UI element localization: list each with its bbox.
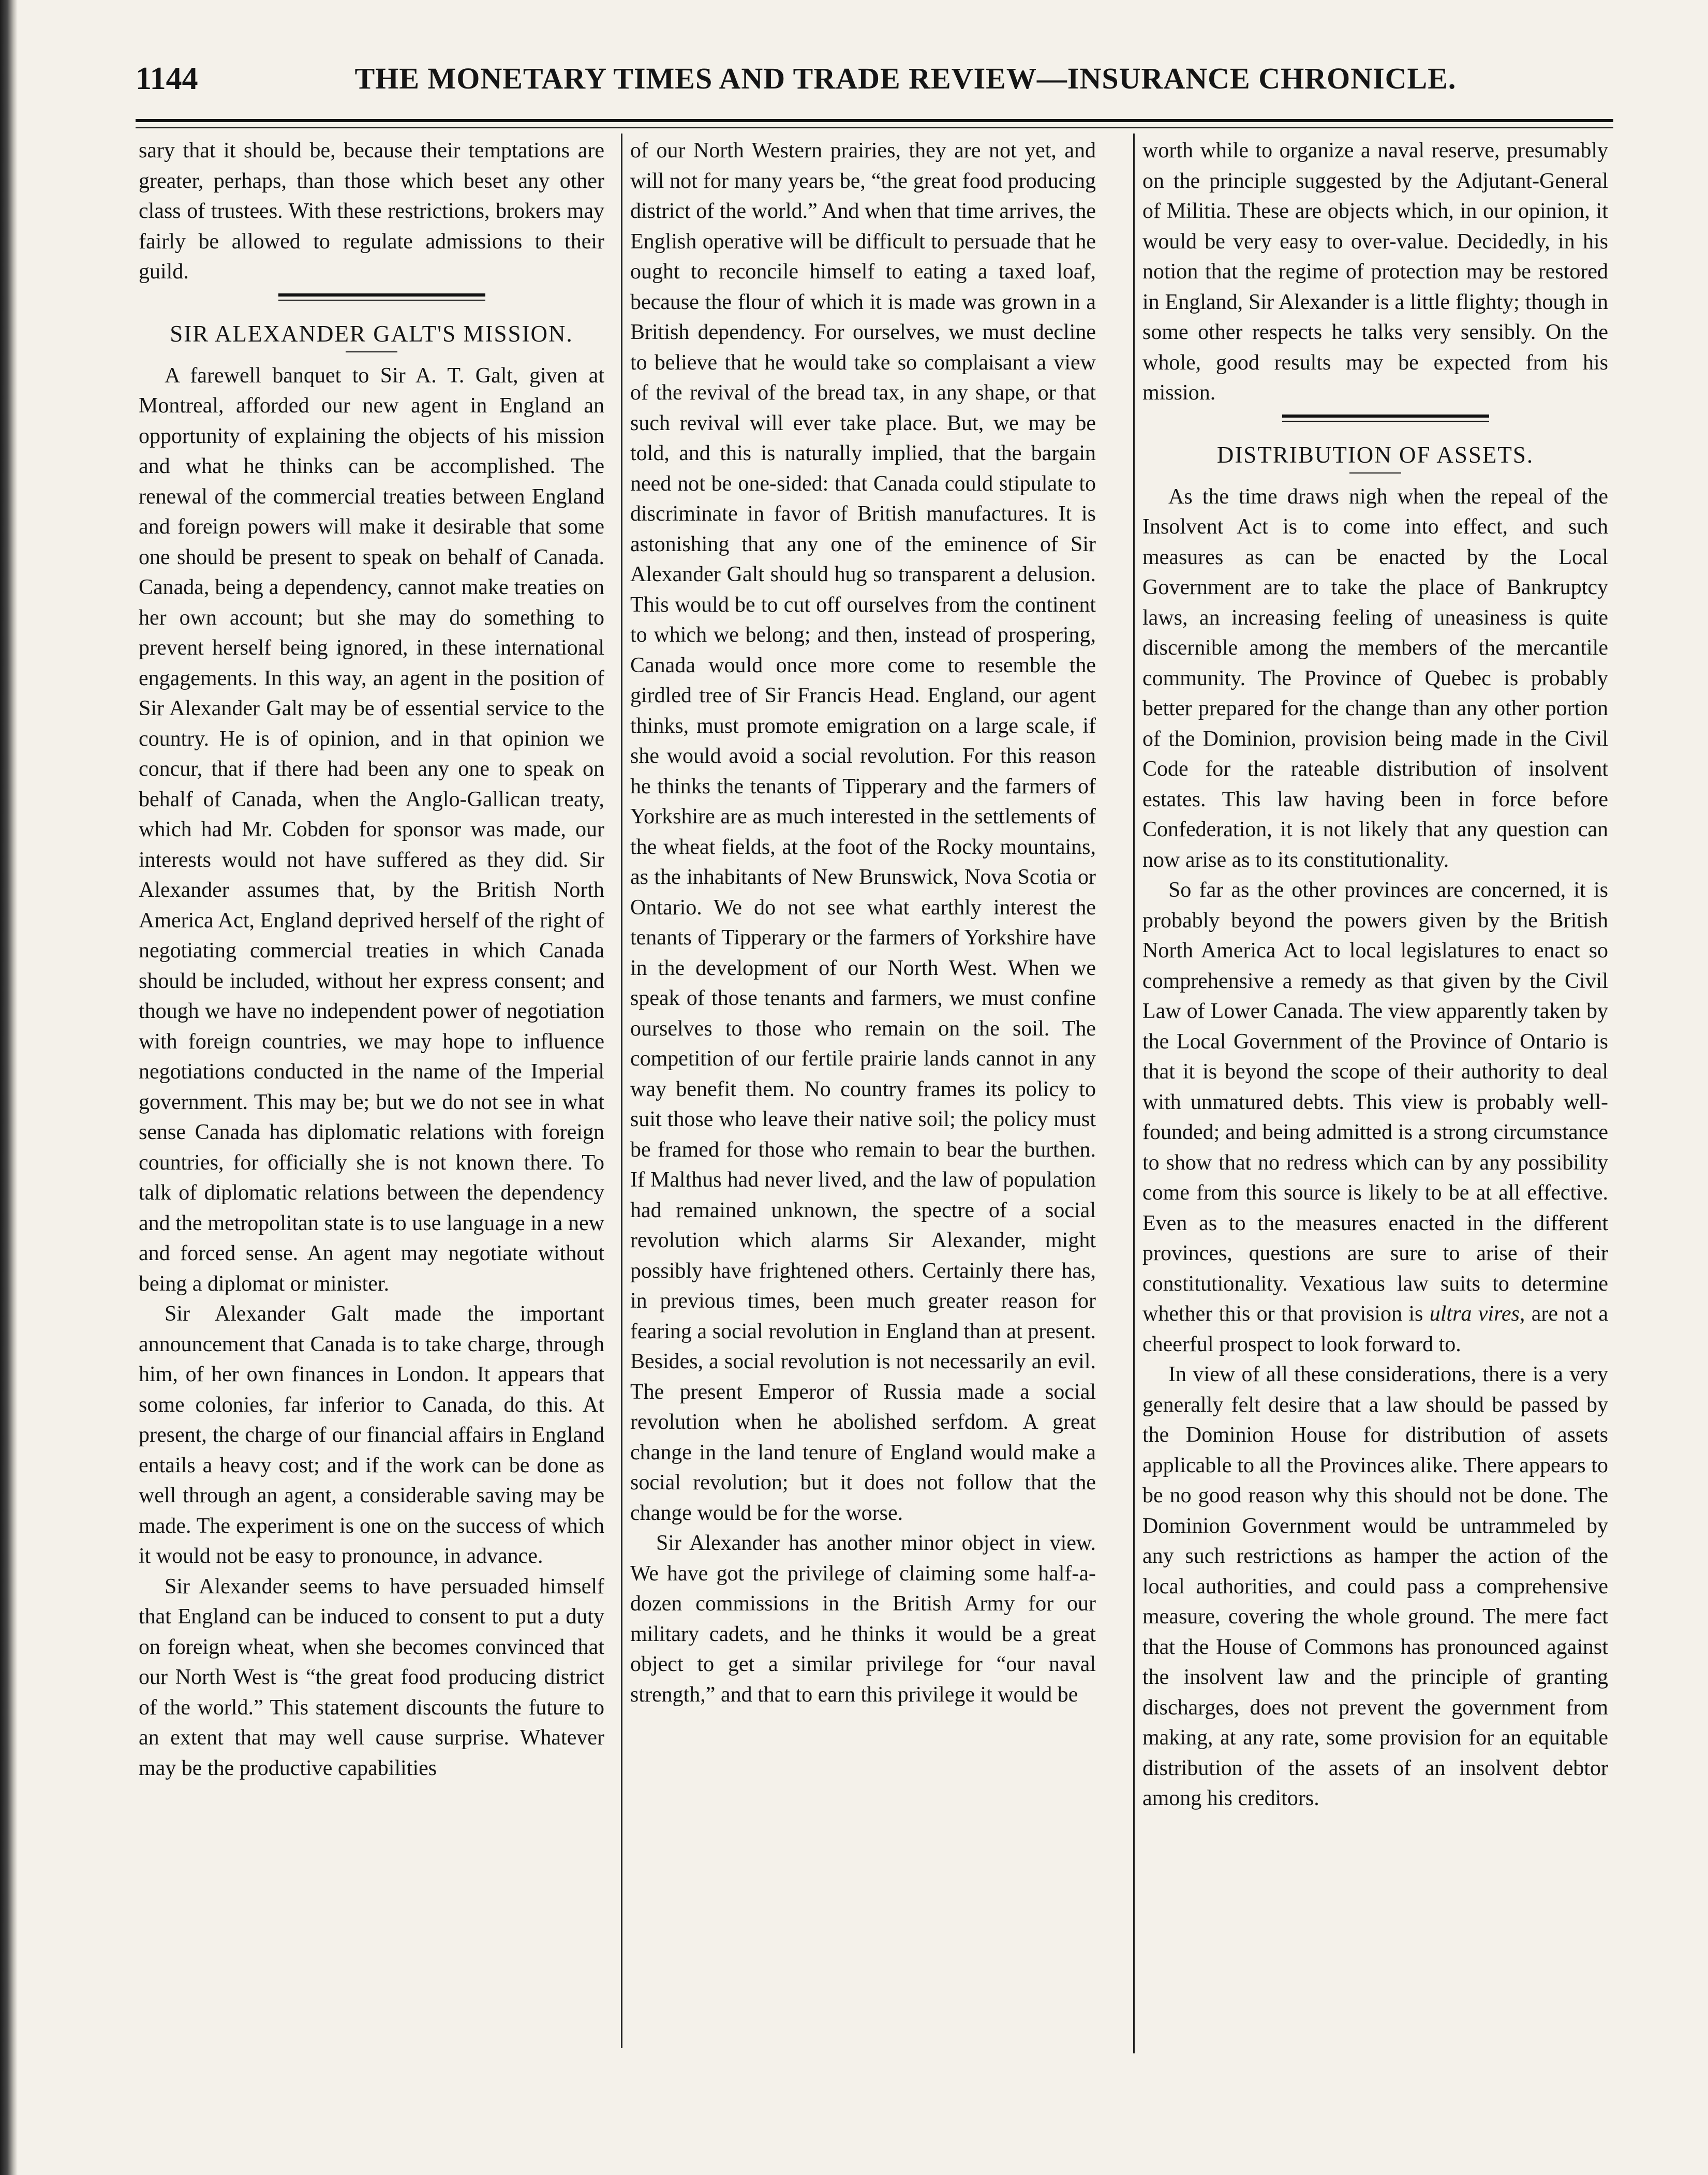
header-rule-thin xyxy=(136,127,1613,128)
column-2 xyxy=(630,136,1096,1710)
running-title: THE MONETARY TIMES AND TRADE REVIEW—INSURANCE CHRONICLE. xyxy=(354,62,1457,95)
paragraph-1: A farewell banquet to Sir A. T. Galt, given at Montreal, afforded our new agent in England an opportunity of explaining the objects of his mission and what he thinks can be accomplished. The renewal of the commercial treaties between England and foreign powers will make it desirable that some one should be present to speak on behalf of Canada. Canada, being a dependency, cannot make treaties on her own account; but she may do something to prevent herself being ignored, in these international engagements. In this way, an agent in the position of Sir Alexander Galt may be of essential service to the country. He is of opinion, and in that opinion we concur, that if there had been any one to speak on behalf of Canada, when the Anglo-Gallican treaty, which had Mr. Cobden for sponsor was made, our interests would not have suffered as they did. Sir Alexander assumes that, by the British North America Act, England deprived herself of the right of negotiating commercial treaties in which Canada should be included, without her express consent; and though we have no independent power of negotiation with foreign countries, we may hope to influence negotiations conducted in the name of the Imperial government. This may be; but we do not see in what sense Canada has diplomatic relations with foreign countries, for officially she is not known there. To talk of diplomatic relations between the dependency and the metropolitan state is to use language in a new and forced sense. An agent may negotiate without being a diplomat or minister. xyxy=(139,363,604,1296)
paragraph-3-1: As the time draws nigh when the repeal of the Insolvent Act is to come into effect, and such measures as can be enacted by the Local Government are to take the place of Bankruptcy laws, an increasing feeling of uneasiness is quite discernible among the members of the mercantile community. The Province of Quebec is probably better prepared for the change than any other portion of the Dominion, provision being made in the Civil Code for the rateable distribution of insolvent estates. This law having been in force before Confederation, it is not likely that any question can now arise as to its constitutionality. xyxy=(1142,484,1608,872)
article-separator xyxy=(1142,408,1608,427)
paragraph-3-2-text: So far as the other provinces are concerned, it is probably beyond the powers given by the British North America Act to local legislatures to enact so comprehensive a remedy as that given by the Civil Law of Lower Canada. The view apparently taken by the Local Government of the Province of Ontario is that it is beyond the scope of their authority to deal with unmatured debts. This view is probably well-founded; and being admitted is a strong circumstance to show that no redress which can by any possibility come from this source is likely to be at all effective. Even as to the measures enacted in the different provinces, questions are sure to arise of their constitutionality. Vexatious law suits to determine whether this or that provision is xyxy=(1142,878,1608,1326)
paragraph-2-2: Sir Alexander has another minor object in view. We have got the privilege of claiming some half-a-dozen commissions in the British Army for our military cadets, and he thinks it would be a great object to get a similar privilege for “our naval strength,” and that to earn this privilege it would be xyxy=(630,1531,1096,1707)
column-divider-left xyxy=(621,134,622,2048)
paragraph-3-2-tail: , are not a cheerful prospect to look forward to. xyxy=(1142,1302,1608,1356)
headline-rule xyxy=(139,349,604,361)
page-number: 1144 xyxy=(136,61,198,96)
latin-phrase: ultra vires xyxy=(1429,1302,1520,1326)
column-3-continuation: worth while to organize a naval reserve, presumably on the principle suggested by the Adjutant-General of Militia. These are objects which, in our opinion, it would be very easy to over-value. Decidedly, in his notion that the regime of protection may be restored in England, Sir Alexander is a little flighty; though in some other respects he talks very sensibly. On the whole, good results may be expected from his mission. xyxy=(1142,139,1608,405)
page-binding-edge xyxy=(0,0,18,2175)
headline-rule xyxy=(1142,470,1608,482)
column-1 xyxy=(139,136,604,1783)
paragraph-3-2 xyxy=(1142,875,1608,1359)
column-2-continuation: of our North Western prairies, they are not yet, and will not for many years be, “the great food producing district of the world.” And when that time arrives, the English operative will be difficult to persuade that he ought to reconcile himself to eating a taxed loaf, because the flour of which it is made was grown in a British dependency. For ourselves, we must decline to believe that he would take so complaisant a view of the revival of the bread tax, in any shape, or that such revival will ever take place. But, we may be told, and this is naturally implied, that the bargain need not be one-sided: that Canada could stipulate to discriminate in favor of British manufactures. It is astonishing that any one of the eminence of Sir Alexander Galt should hug so transparent a delusion. This would be to cut off ourselves from the continent to which we belong; and then, instead of prospering, Canada would once more come to resemble the girdled tree of Sir Francis Head. England, our agent thinks, must promote emigration on a large scale, if she would avoid a social revolution. For this reason he thinks the tenants of Tipperary and the farmers of Yorkshire are as much interested in the settlements of the wheat fields, at the foot of the Rocky mountains, as the inhabitants of New Brunswick, Nova Scotia or Ontario. We do not see what earthly interest the tenants of Tipperary or the farmers of Yorkshire have in the development of our North West. When we speak of those tenants and farmers, we must confine ourselves to those who remain on the soil. The competition of our fertile prairie lands cannot in any way benefit them. No country frames its policy to suit those who leave their native soil; the policy must be framed for those who remain to bear the burthen. If Malthus had never lived, and the law of population had remained unknown, the spectre of a social revolution which alarms Sir Alexander, might possibly have frightened others. Certainly there has, in previous times, been much greater reason for fearing a social revolution in England than at present. Besides, a social revolution is not necessarily an evil. The present Emperor of Russia made a social revolution when he abolished serfdom. A great change in the land tenure of England would make a social revolution; but it does not follow that the change would be for the worse. xyxy=(630,139,1096,1525)
column-divider-right xyxy=(1133,134,1135,2053)
paragraph-3: Sir Alexander seems to have persuaded himself that England can be induced to consent to put a duty on foreign wheat, when she becomes convinced that our North West is “the great food producing district of the world.” This statement discounts the future to an extent that may well cause surprise. Whatever may be the productive capabilities xyxy=(139,1574,604,1780)
article-headline-galt-mission: SIR ALEXANDER GALT'S MISSION. xyxy=(170,320,573,347)
header-rule-thick xyxy=(136,119,1613,122)
column-3 xyxy=(1142,136,1608,1814)
paragraph-2: Sir Alexander Galt made the important announcement that Canada is to take charge, through him, of her own finances in London. It appears that some colonies, far inferior to Canada, do this. At present, the charge of our financial affairs in England entails a heavy cost; and if the work can be done as well through an agent, a considerable saving may be made. The experiment is one on the success of which it would not be easy to pronounce, in advance. xyxy=(139,1302,604,1568)
paragraph-3-3: In view of all these considerations, there is a very generally felt desire that a law should be passed by the Dominion House for distribution of assets applicable to all the Provinces alike. There appears to be no good reason why this should not be done. The Dominion Government would be untrammeled by any such restrictions as hamper the action of the local authorities, and could pass a comprehensive measure, covering the whole ground. The mere fact that the House of Commons has pronounced against the insolvent law and the principle of granting discharges, does not prevent the government from making, at any rate, some provision for an equitable distribution of the assets of an insolvent debtor among his creditors. xyxy=(1142,1363,1608,1810)
column-1-continuation: sary that it should be, because their temptations are greater, perhaps, than those which beset any other class of trustees. With these restrictions, brokers may fairly be allowed to regulate admissions to their guild. xyxy=(139,139,604,284)
article-separator xyxy=(139,287,604,306)
article-headline-distribution-of-assets: DISTRIBUTION OF ASSETS. xyxy=(1216,441,1534,468)
